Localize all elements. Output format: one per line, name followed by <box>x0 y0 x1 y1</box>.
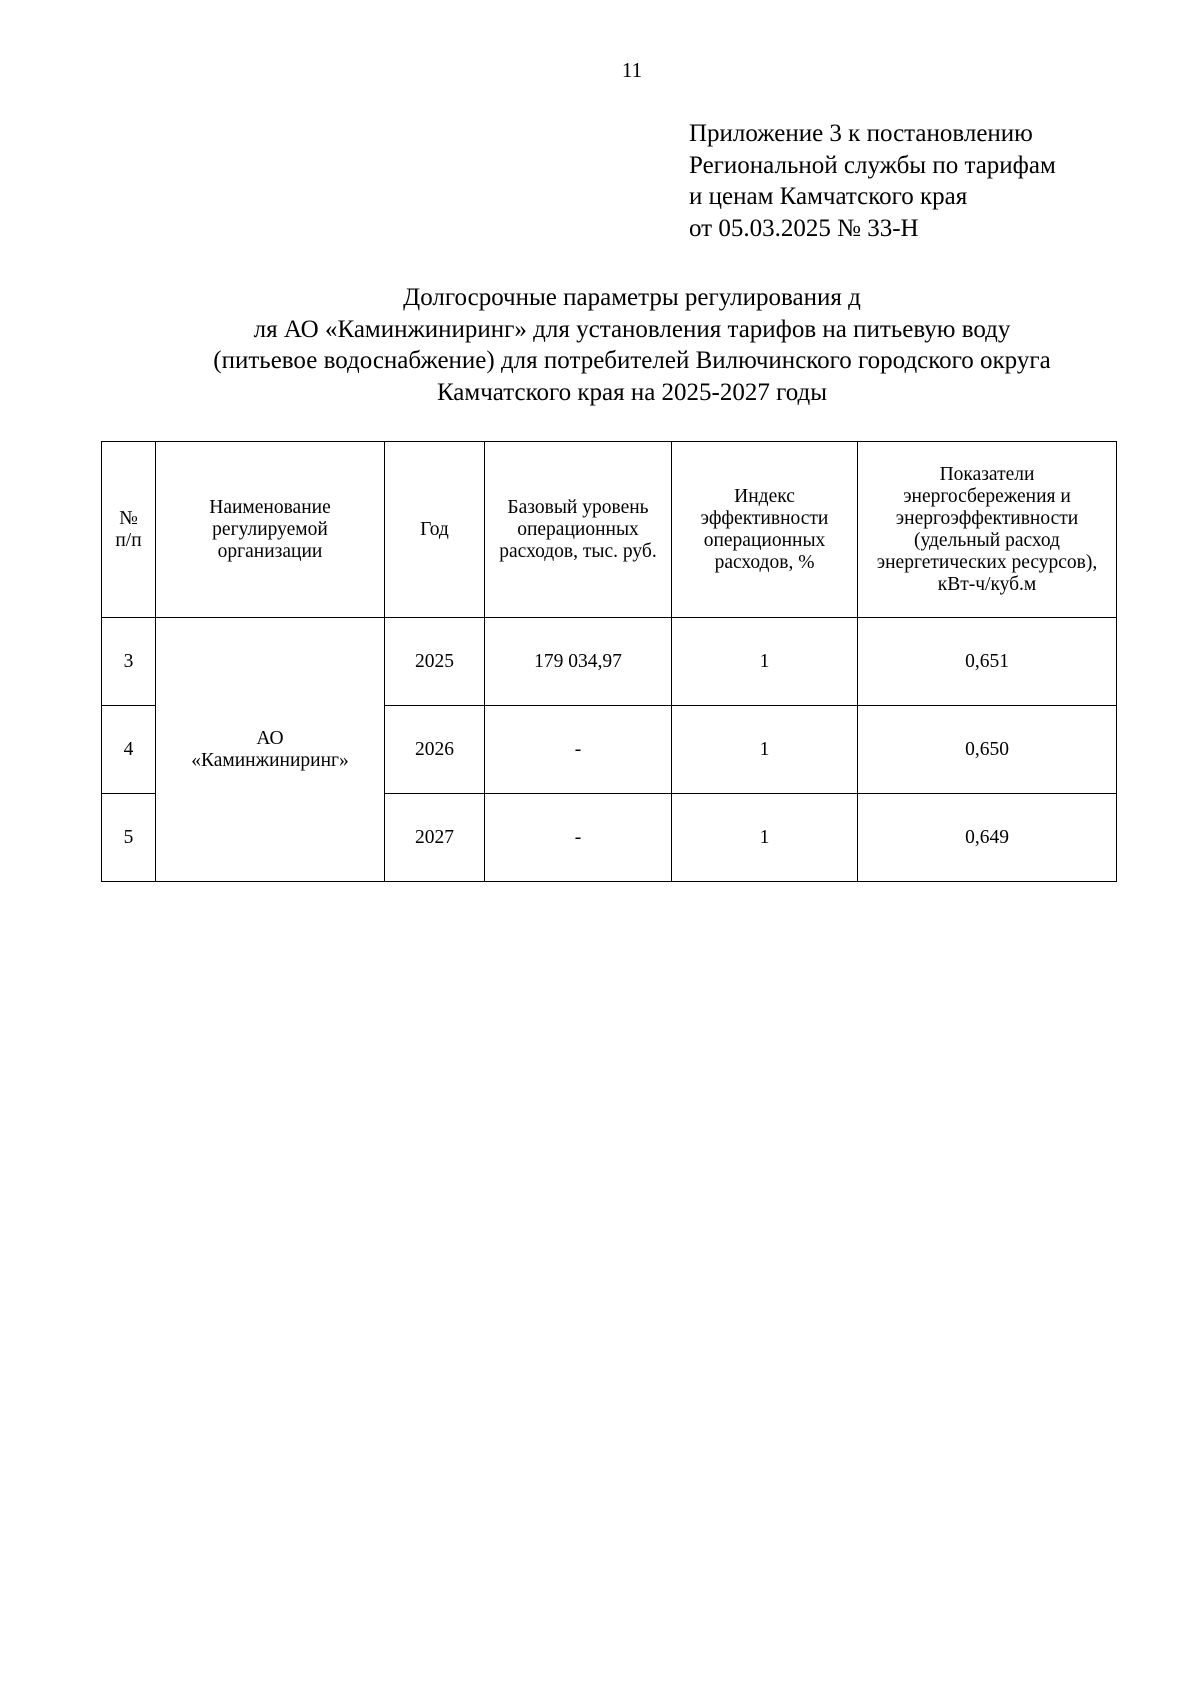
title-line: ля АО «Каминжиниринг» для установления тарифов на питьевую воду <box>253 315 1011 343</box>
header-energy-indicators: Показатели энергосбережения и энергоэффективности (удельный расход энергетических ресурсов), кВт-ч/куб.м <box>858 442 1117 618</box>
row-year: 2026 <box>385 706 485 794</box>
row-number: 3 <box>102 618 156 706</box>
document-title <box>0 282 1200 408</box>
table-header-row <box>102 442 1117 618</box>
row-efficiency-index: 1 <box>672 794 858 882</box>
header-efficiency-index: Индекс эффективности операционных расходов, % <box>672 442 858 618</box>
appendix-line: Региональной службы по тарифам <box>689 151 1056 179</box>
row-energy-indicator: 0,649 <box>858 794 1117 882</box>
table-row <box>102 618 1117 706</box>
appendix-line: от 05.03.2025 № 33-Н <box>689 214 919 242</box>
row-energy-indicator: 0,651 <box>858 618 1117 706</box>
header-number: № п/п <box>102 442 156 618</box>
row-efficiency-index: 1 <box>672 706 858 794</box>
title-line: (питьевое водоснабжение) для потребителей Вилючинского городского округа <box>213 347 1051 374</box>
row-year: 2027 <box>385 794 485 882</box>
row-number: 4 <box>102 706 156 794</box>
row-year: 2025 <box>385 618 485 706</box>
title-line: Долгосрочные параметры регулирования д <box>403 284 861 311</box>
row-number: 5 <box>102 794 156 882</box>
title-line: Камчатского края на 2025-2027 годы <box>436 378 828 406</box>
organization-name: АО «Каминжиниринг» <box>156 618 385 882</box>
appendix-line: и ценам Камчатского края <box>689 183 968 210</box>
parameters-table <box>101 441 1117 882</box>
row-base-level: - <box>485 794 672 882</box>
appendix-line: Приложение 3 к постановлению <box>689 120 1033 147</box>
header-year: Год <box>385 442 485 618</box>
header-organization: Наименование регулируемой организации <box>156 442 385 618</box>
row-base-level: 179 034,97 <box>485 618 672 706</box>
row-base-level: - <box>485 706 672 794</box>
header-base-level: Базовый уровень операционных расходов, тыс. руб. <box>485 442 672 618</box>
row-energy-indicator: 0,650 <box>858 706 1117 794</box>
page-number: 11 <box>621 58 643 82</box>
appendix-reference <box>689 118 1056 244</box>
row-efficiency-index: 1 <box>672 618 858 706</box>
